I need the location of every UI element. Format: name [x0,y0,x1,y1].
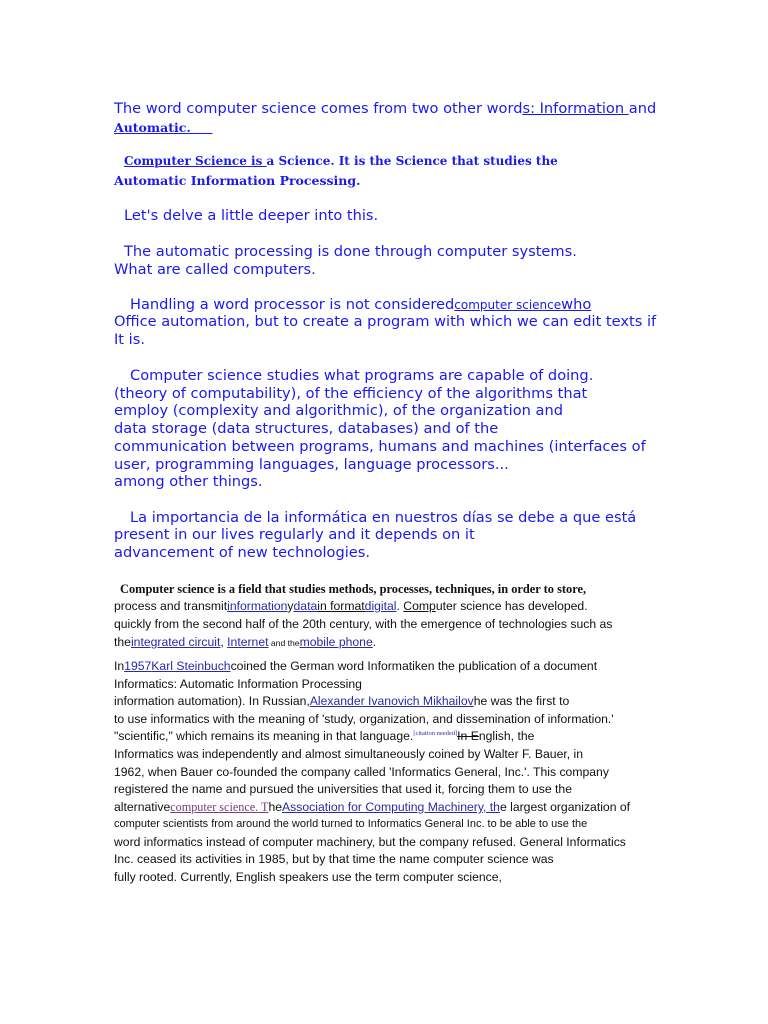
history-line-10: computer scientists from around the world turned to Informatics General Inc. to be able to use the [114,818,588,830]
definition-line-2: Automatic Information Processing. [114,173,361,188]
history-line-7: 1962, when Bauer co-founded the company called 'Informatics General, Inc.'. This company [114,765,609,779]
delve-paragraph: Let's delve a little deeper into this. [124,207,379,224]
studies-line-6: user, programming languages, language processors... [114,456,509,473]
field-text: process and transmit [114,599,228,613]
intro-text: The word computer science comes from two other word [114,100,523,117]
year-1957-link[interactable]: 1957 [124,659,152,673]
word-processor-line-1 [130,296,591,313]
studies-line-3: employ (complexity and algorithmic), of the organization and [114,402,564,419]
history-text-largest: e largest organization of [499,800,631,814]
history-text-struck: In E [457,729,479,743]
studies-line-2: (theory of computability), of the efficiency of the algorithms that [114,385,588,402]
history-text: coined the German word Informatiken the publication of a document [230,659,598,673]
field-text-period: . [396,599,404,613]
history-line-1 [114,659,597,673]
field-text-comma: , [220,635,228,649]
history-text-english: nglish, the [478,729,535,743]
history-line-3 [114,694,569,708]
field-text-and-the: and the [268,638,300,648]
history-line-4: to use informatics with the meaning of 'study, organization, and dissemination of information.' [114,712,614,726]
history-line-13: fully rooted. Currently, English speakers use the term computer science, [114,870,502,884]
information-link[interactable]: information [227,599,288,613]
computer-science-link[interactable]: computer science [454,298,562,312]
word-processor-text: Handling a word processor is not considered [130,296,455,313]
importance-line-1: La importancia de la informática en nuestros días se debe a que está [130,509,637,526]
digital-link[interactable]: digital [364,599,397,613]
field-text-the: the [114,635,131,649]
mobile-phone-link[interactable]: mobile phone [299,635,373,649]
field-line-2 [114,599,588,613]
mikhailov-link[interactable]: Alexander Ivanovich Mikhailov [309,694,474,708]
history-text-russian: information automation). In Russian, [114,694,310,708]
field-text-format: in format [317,599,365,613]
word-processor-line-2: Office automation, but to create a program with which we can edit texts if [114,313,657,330]
history-text-the: he [268,800,283,814]
acm-link[interactable]: Association for Computing Machinery, th [282,800,500,814]
citation-needed-link[interactable]: [citation needed] [413,729,458,737]
auto-line-2: What are called computers. [114,261,316,278]
history-text-in: In [114,659,125,673]
karl-steinbuch-link[interactable]: Karl Steinbuch [151,659,231,673]
field-line-4 [114,635,376,649]
word-processor-line-3: It is. [114,331,145,348]
studies-line-4: data storage (data structures, databases) and of the [114,420,499,437]
intro-text-and: and [628,100,657,117]
auto-line-1: The automatic processing is done through computer systems. [124,243,577,260]
studies-line-1: Computer science studies what programs are capable of doing. [130,367,594,384]
history-line-9 [114,800,630,815]
history-line-5 [114,729,534,743]
history-line-6: Informatics was independently and almost simultaneously coined by Walter F. Bauer, in [114,747,584,761]
history-text-alternative: alternative [114,800,171,814]
definition-line-1 [124,154,558,168]
field-text-end: . [372,635,377,649]
intro-line-2: Automatic. [114,120,213,135]
field-text-developed: uter science has developed. [435,599,588,613]
intro-underlined-text: s: Information [522,100,629,117]
field-line-1: Computer science is a field that studies methods, processes, techniques, in order to store, [120,582,587,596]
intro-line-1 [114,100,656,117]
studies-line-5: communication between programs, humans and machines (interfaces of [114,438,646,455]
field-text-comp: Comp [403,599,436,613]
history-line-8: registered the name and pursued the universities that used it, forcing them to use the [114,782,572,796]
definition-text: a Science. It is the Science that studies the [266,154,558,168]
internet-link[interactable]: Internet [227,635,269,649]
studies-line-7: among other things. [114,473,263,490]
data-link[interactable]: data [293,599,318,613]
history-line-11: word informatics instead of computer machinery, but the company refused. General Informatics [114,835,626,849]
importance-line-3: advancement of new technologies. [114,544,371,561]
history-line-12: Inc. ceased its activities in 1985, but by that time the name computer science was [114,852,554,866]
history-line-2: Informatics: Automatic Information Processing [114,677,362,691]
who-text: who [561,296,592,313]
computer-science-visited-link[interactable]: computer science. T [170,800,269,814]
history-text-scientific: "scientific," which remains its meaning in that language. [114,729,414,743]
field-line-3: quickly from the second half of the 20th century, with the emergence of technologies such as [114,617,613,631]
field-text-y: y [287,599,294,613]
definition-underlined: Computer Science is [124,154,267,168]
integrated-circuit-link[interactable]: integrated circuit [130,635,221,649]
history-text-first: he was the first to [473,694,570,708]
importance-line-2: present in our lives regularly and it depends on it [114,526,475,543]
